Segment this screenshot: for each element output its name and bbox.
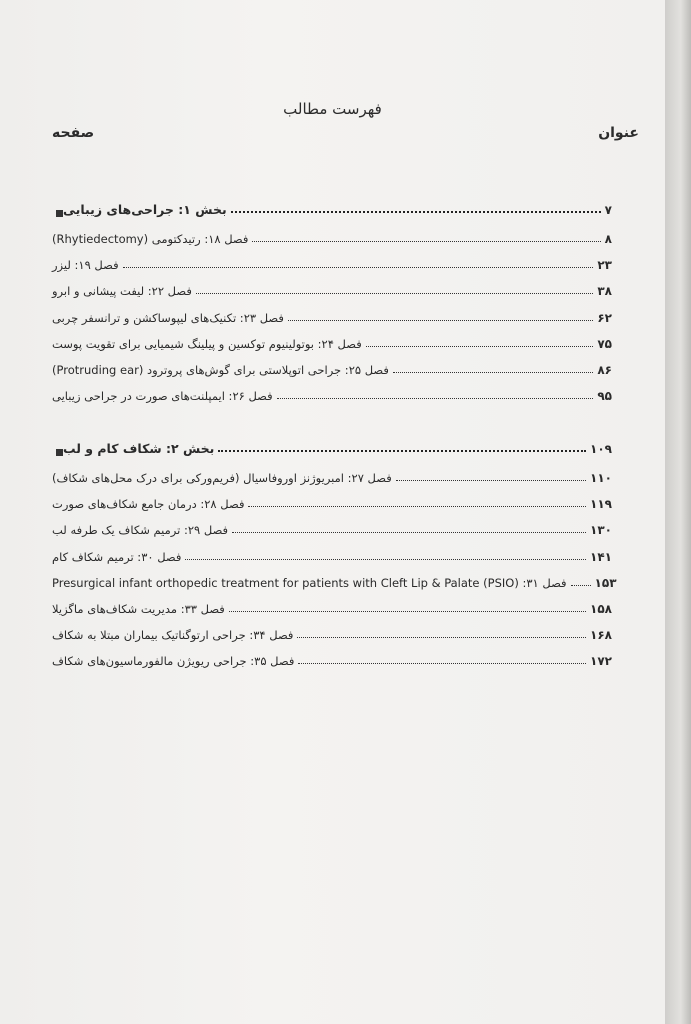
chapter-title: فصل ۲۵: جراحی اتوپلاستی برای گوش‌های پروترود (Protruding ear) (52, 363, 389, 377)
title-column-header: عنوان (598, 125, 639, 141)
chapter-row (52, 278, 612, 298)
chapter-row (52, 357, 612, 377)
dot-leader (123, 267, 594, 268)
chapter-title: فصل ۳۵: جراحی ریویژن مالفورماسیون‌های شکاف (52, 654, 295, 669)
dot-leader (297, 637, 586, 638)
page-column-header: صفحه (52, 125, 95, 141)
chapter-row (52, 491, 612, 511)
chapter-title: فصل ۳۴: جراحی ارتوگناتیک بیماران مبتلا به شکاف (52, 628, 294, 643)
chapter-row (52, 570, 617, 590)
page-title: فهرست مطالب (283, 100, 382, 118)
chapter-row (52, 252, 612, 272)
dot-leader (218, 450, 586, 452)
page-number: ۱۴۱ (590, 549, 612, 564)
chapter-title: فصل ۲۷: امبریوژنز اوروفاسیال (فریم‌ورکی برای درک محل‌های شکاف) (52, 471, 392, 485)
dot-leader (252, 241, 600, 242)
page-number: ۷ (604, 203, 612, 217)
page-number: ۸۶ (597, 363, 612, 377)
chapter-title: فصل ۱۹: لیزر (52, 258, 119, 273)
chapter-title: فصل ۳۰: ترمیم شکاف کام (52, 549, 182, 564)
page-number: ۱۵۸ (590, 602, 612, 616)
page-number: ۸ (604, 232, 612, 246)
chapter-title: فصل ۱۸: رتیدکتومی (Rhytiedectomy) (52, 232, 249, 246)
section-title: بخش ۲: شکاف کام و لب (63, 441, 215, 456)
dot-leader (277, 398, 594, 399)
dot-leader (248, 506, 586, 507)
chapter-row (52, 544, 612, 564)
dot-leader (366, 346, 594, 347)
chapter-title: فصل ۳۳: مدیریت شکاف‌های ماگزیلا (52, 602, 225, 616)
section-row (52, 436, 612, 456)
chapter-title: فصل ۲۹: ترمیم شکاف یک طرفه لب (52, 523, 229, 538)
page-number: ۱۱۰ (590, 471, 612, 485)
chapter-title: فصل ۲۶: ایمپلنت‌های صورت در جراحی زیبایی (52, 389, 273, 404)
dot-leader (288, 320, 593, 321)
page-number: ۷۵ (597, 336, 612, 351)
chapter-title: فصل ۲۸: درمان جامع شکاف‌های صورت (52, 497, 245, 512)
chapter-row (52, 517, 612, 537)
chapter-row (52, 596, 612, 616)
dot-leader (229, 611, 586, 612)
dot-leader (196, 293, 593, 294)
page-number: ۱۱۹ (590, 497, 612, 512)
page-number: ۳۸ (597, 284, 612, 299)
chapter-row (52, 465, 612, 485)
dot-leader (232, 532, 586, 533)
chapter-row (52, 622, 612, 642)
chapter-title: فصل ۲۴: بوتولینیوم توکسین و پیلینگ شیمیایی برای تقویت پوست (52, 336, 362, 351)
page-number: ۱۰۹ (590, 442, 612, 456)
chapter-row (52, 648, 612, 668)
page-number: ۹۵ (597, 389, 612, 404)
dot-leader (298, 663, 586, 664)
square-bullet-icon (56, 210, 63, 217)
chapter-title: فصل ۲۲: لیفت پیشانی و ابرو (52, 284, 192, 299)
page-number: ۱۳۰ (590, 523, 612, 538)
chapter-row (52, 305, 612, 325)
section-title: بخش ۱: جراحی‌های زیبایی (63, 202, 227, 217)
page-number: ۶۲ (597, 310, 612, 325)
chapter-title: فصل ۳۱: Presurgical infant orthopedic treatment for patients with Cleft Lip & Palate (PSIO) (52, 575, 567, 590)
page-number: ۱۶۸ (590, 628, 612, 643)
chapter-title: فصل ۲۳: تکنیک‌های لیپوساکشن و ترانسفر چربی (52, 310, 284, 325)
chapter-row (52, 226, 612, 246)
page-edge (665, 0, 691, 1024)
chapter-row (52, 331, 612, 351)
chapter-row (52, 383, 612, 403)
square-bullet-icon (56, 449, 63, 456)
dot-leader (396, 480, 586, 481)
dot-leader (231, 211, 601, 213)
page-number: ۱۷۲ (590, 654, 612, 669)
section-row (52, 197, 612, 217)
page-number: ۱۵۳ (594, 575, 617, 590)
dot-leader (571, 585, 591, 586)
dot-leader (393, 372, 593, 373)
dot-leader (185, 559, 586, 560)
page-number: ۲۳ (597, 258, 612, 273)
